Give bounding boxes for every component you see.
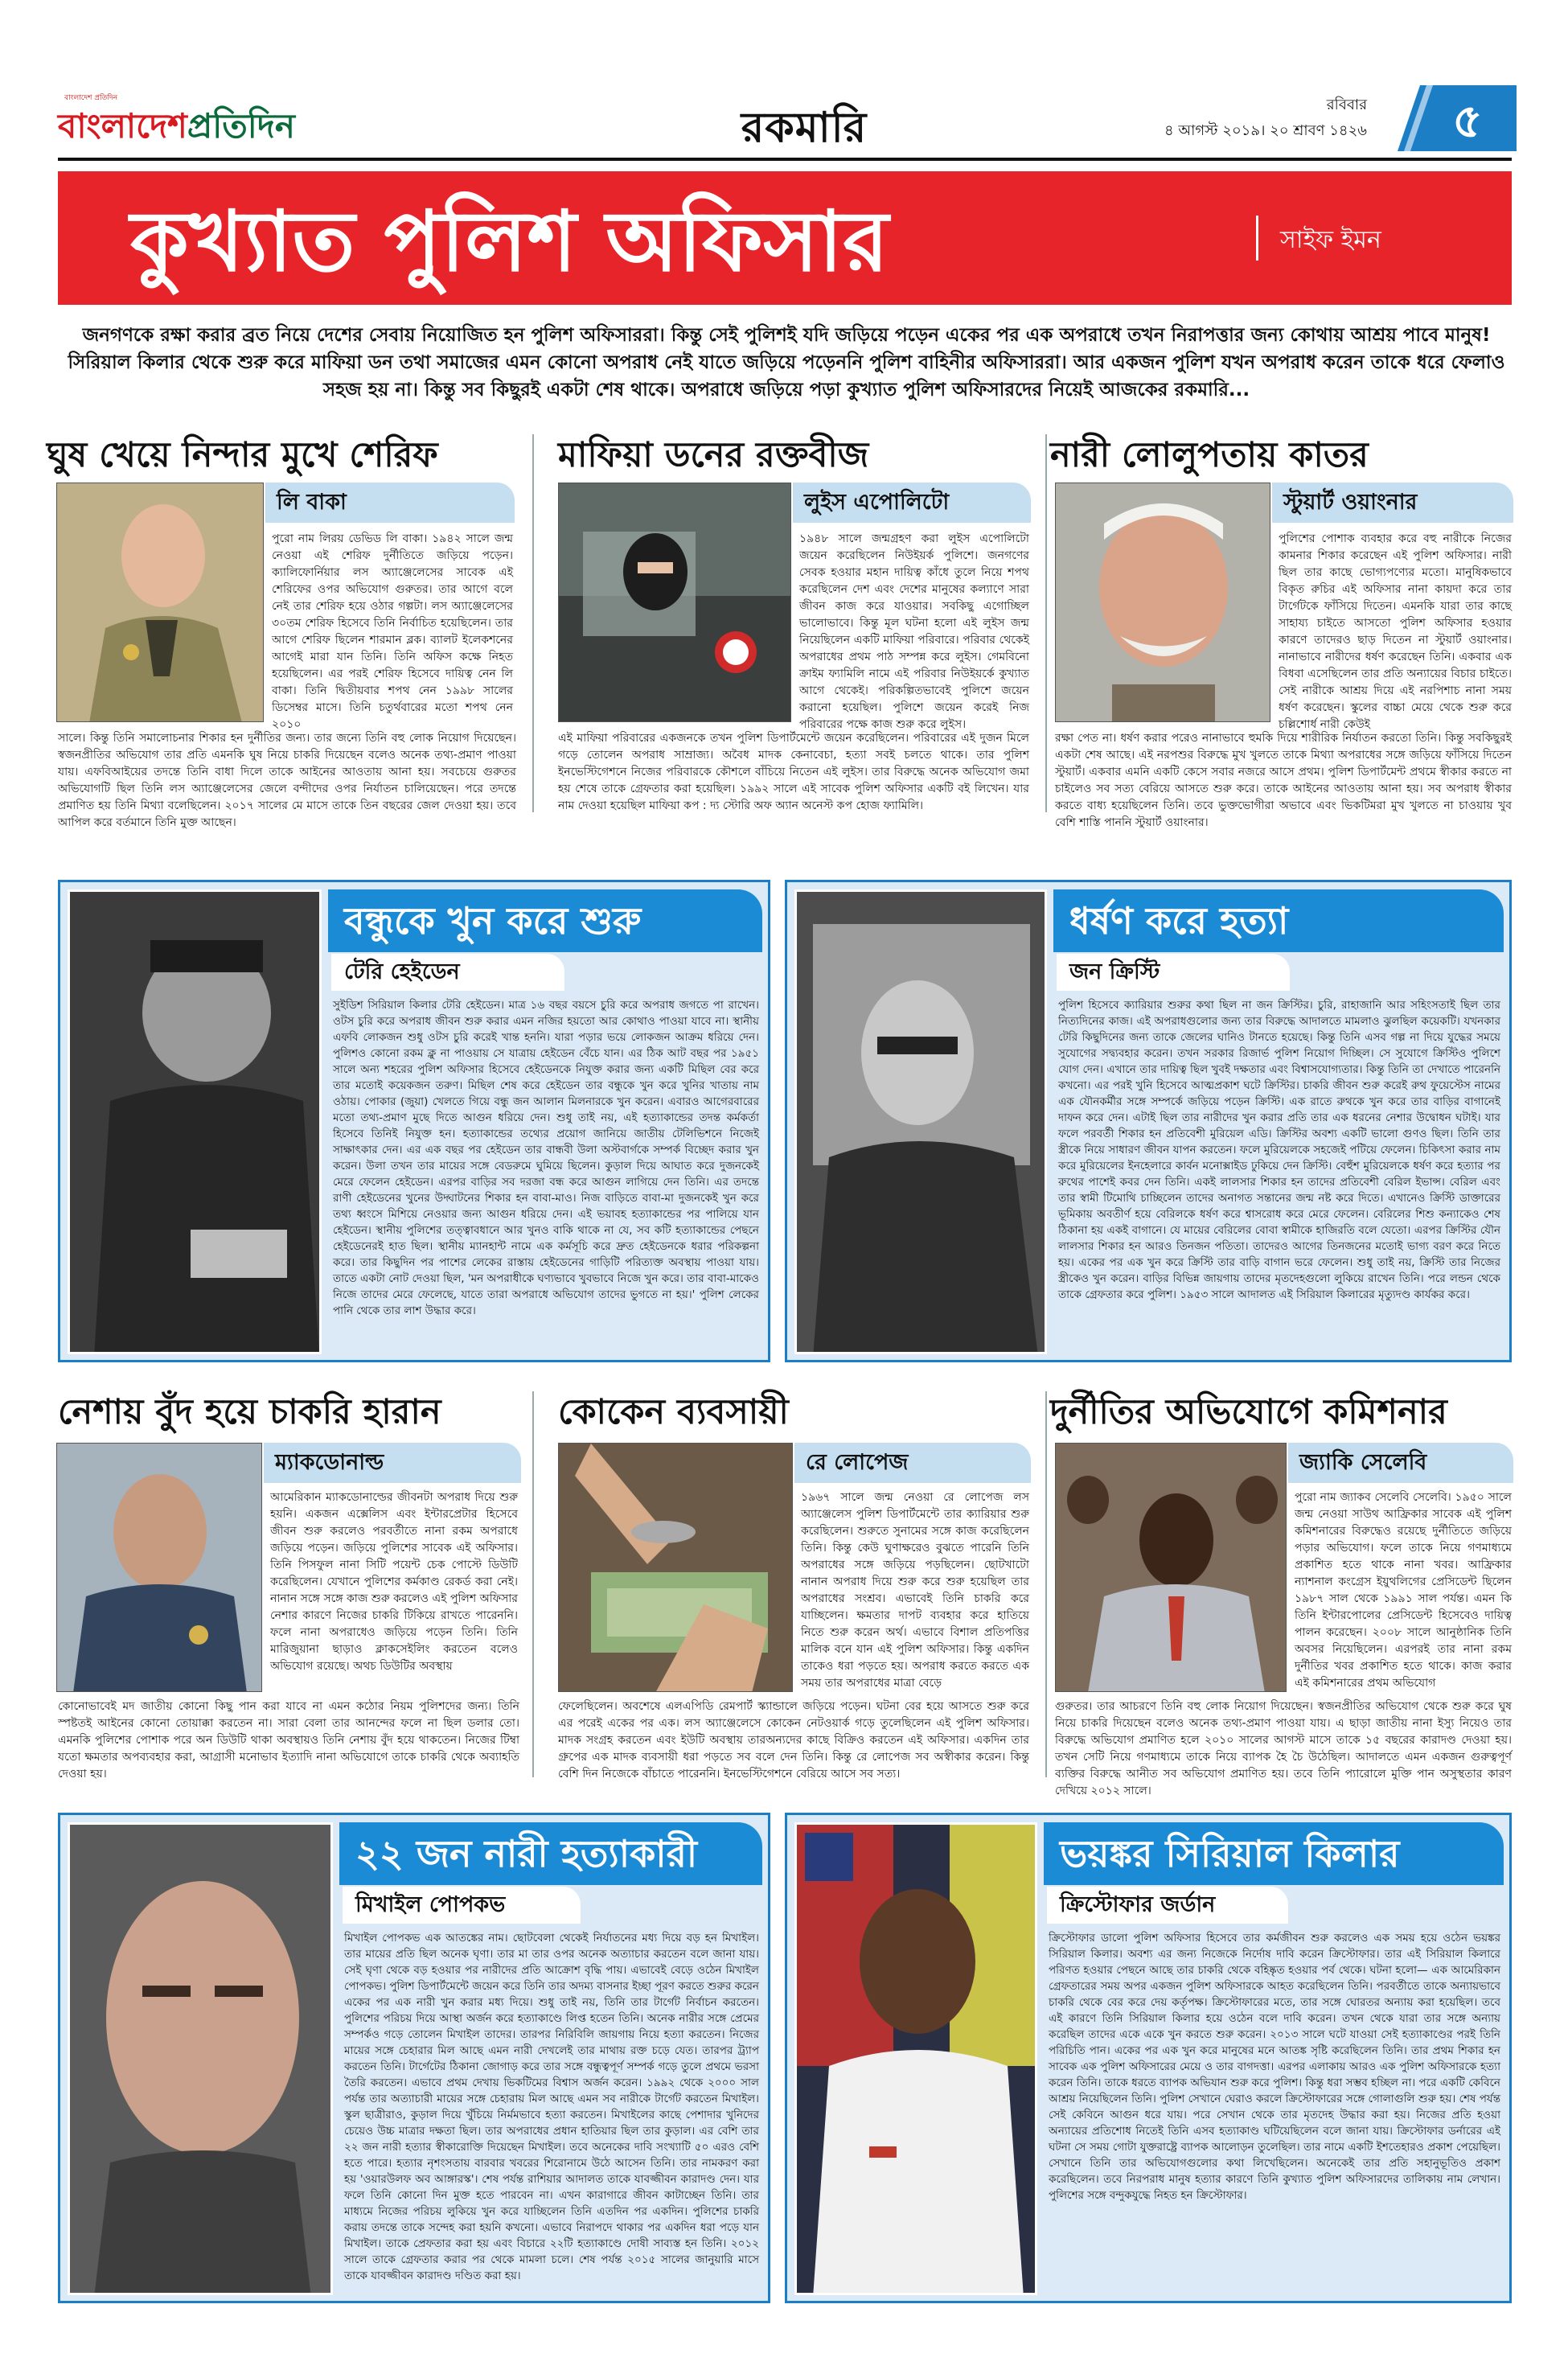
newspaper-logo[interactable] <box>58 100 295 157</box>
story-6-body-side: আমেরিকান ম্যাকডোনাল্ডের জীবনটা অপরাধ দিয়ে শুরু হয়নি। একজন এক্সেলিস এবং ইন্টারপ্রেটার হিসেবে জীবন শুরু করলেও পরবর্তীতে নানা রকম অপরাধে জড়িয়ে পড়েন। জড়িয়ে পুলিশের সাবেক এই অফিসার। তিনি পিসফুল নানা সিটি পয়েন্ট চেক পোস্টে ডিউটি করেছিলেন। যেখানে পুলিশের কর্মকাণ্ড রেকর্ড করা নেই। নানান সঙ্গে সঙ্গে কাজ শুরু করলেও এই পুলিশ অফিসার নেশার কারণে নিজের চাকরি টিকিয়ে রাখতে পারেননি। ফলে নানা অপরাধেও জড়িয়ে পড়েন তিনি। তিনি মারিজুয়ানা ছাড়াও ক্লাকসেইলিং করতেন বলেও অভিযোগ রয়েছে। অথচ ডিউটির অবস্থায় <box>270 1491 518 1673</box>
christopher-jordan-photo <box>794 1822 1037 2295</box>
logo-tagline: বাংলাদেশ প্রতিদিন <box>64 94 118 102</box>
column-rule <box>532 1391 534 1777</box>
story-7-name: রে লোপেজ <box>794 1443 1031 1483</box>
story-6-body: কোনোভাবেই মদ জাতীয় কোনো কিছু পান করা যাবে না এমন কঠোর নিয়ম পুলিশদের জন্য। তিনি স্পষ্টতই আইনের কোনো তোয়াক্কা করতেন না। সারা বেলা তার আনন্দের ফলে না ছিল ডলার তো। এমনকি পুলিশের পোশাক পরে অন ডিউটি থাকা অবস্থায়ও তিনি নেশায় বুঁদ হয়ে থাকতেন। নিজের টিম্বা যতো ক্ষমতার অপব্যবহার করা, আগ্রাসী মনোভাব ইত্যাদি নানা অভিযোগে তাকে চাকরি থেকে অব্যাহতি দেওয়া হয়। <box>58 1700 519 1780</box>
story-1-name: লি বাকা <box>265 483 515 523</box>
story-5-headline: ধর্ষণ করে হত্যা <box>1053 889 1504 952</box>
issue-date: ৪ আগস্ট ২০১৯। ২০ শ্রাবণ ১৪২৬ <box>1164 122 1367 139</box>
john-christie-photo <box>794 889 1047 1354</box>
story-4-headline: বন্ধুকে খুন করে শুরু <box>328 889 762 952</box>
story-3-body-side: পুলিশের পোশাক ব্যবহার করে বহু নারীকে নিজের কামনার শিকার করেছেন এই পুলিশ অফিসার। নারী ছিল তার কাছে ভোগ্যপণ্যের মতো। মানুষিকভাবে বিকৃত রুচির এই অফিসার নানা কায়দা করে তার টার্গেটকে ফাঁসিয়ে দিতেন। এমনকি যারা তার কাছে সাহায্য চাইতে আসতো পুলিশ অফিসার হওয়ার কারণে তাদেরও ছাড় দিতেন না স্টুয়ার্ট ওয়াংনার। নানাভাবে নারীদের ধর্ষণ করেছেন তিনি। একবার এক বিধবা এসেছিলেন তার প্রতি অন্যায়ের বিচার চাইতে। সেই নারীকে আশ্রয় দিয়ে এই নরপিশাচ নানা সময় ধর্ষণ করেছেন। স্কুলের বাচ্চা মেয়ে থেকে শুরু করে চল্লিশোর্ধ নারী কেউই <box>1279 532 1512 731</box>
story-3-body: রক্ষা পেত না। ধর্ষণ করার পরেও নানাভাবে হুমকি দিয়ে শারীরিক নির্যাতন করতো তিনি। কিন্তু সবকিছুরই একটা শেষ আছে। এই নরপশুর বিরুদ্ধে মুখ খুলতে তাকে মিথ্যা অপরাধের সঙ্গে জড়িয়ে ফাঁসিয়ে দিতেন স্টুয়ার্ট। একবার এমনি একটি কেসে সবার নজরে আসে প্রথম। পুলিশ ডিপার্টমেন্ট প্রথমে স্বীকার করতে না চাইলেও সব সত্য বেরিয়ে আসতে শুরু করে। তাকে আইনের আওতায় আনা হয়। সব অপরাধ স্বীকার করতে বাধ্য হয়েছিলেন তিনি। তবে ভুক্তভোগীরা অভাবে এবং ভিকটিমরা মুখ খুলতে না চাওয়ায় খুব বেশি শাস্তি পাননি স্টুয়ার্ট ওয়াংনার। <box>1055 732 1512 829</box>
logo-part-1: বাংলাদেশ <box>58 106 187 146</box>
story-7-headline: কোকেন ব্যবসায়ী <box>558 1392 789 1432</box>
section-title: রকমারি <box>741 104 868 152</box>
luis-epolito-photo <box>558 483 791 722</box>
column-rule <box>1045 1391 1047 1777</box>
column-rule <box>532 434 534 812</box>
logo-part-2: প্রতিদিন <box>187 106 295 146</box>
ray-lopez-photo <box>558 1443 793 1692</box>
story-4-body: সুইডিশ সিরিয়াল কিলার টেরি হেইডেন। মাত্র ১৬ বছর বয়সে চুরি করে অপরাধ জগতে পা রাখেন। ওটস চুরি করে অপরাধ জীবন শুরু করার এমন নজির হয়তো আর কোথাও পাওয়া যাবে না। স্থানীয় এফবি লোকজন শুধু ওটস চুরি করেই খান্ত হননি। যারা পড়ার ভয়ে লোকজন আক্রম ধরিয়ে দেন। পুলিশও কোনো রকম ক্লু না পাওয়ায় সে যাত্রায় হেইডেন বেঁচে যান। এর ঠিক আট বছর পর ১৯৫১ সালে অন্য শহরের পুলিশ অফিসার হিসেবে হেইডেনকে নিযুক্ত করার জন্য একটি মিছিল বের করে তার মতোই কয়েকজন তরুণ। মিছিল শেষ করে হেইডেন তার বন্ধুকে খুন করে খুনির খাতায় নাম ওঠায়। পোকার (জুয়া) খেলতে গিয়ে বন্ধু জন আলান মিলনারকে খুন করেন। এবারও আগেরবারের মতো তথ্য-প্রমাণ মুছে দিতে আগুন ধরিয়ে দেন। শুধু তাই নয়, এই হত্যাকান্ডের তদন্ত কর্মকর্তা হিসেবে তিনিই নিযুক্ত হন। হত্যাকান্ডের তথ্যের প্রয়োগ জানিয়ে জাতীয় টেলিভিশনে নিজেই সাক্ষাৎকার দেন। এর এক বছর পর হেইডেন তার বান্ধবী উলা অস্টবার্গকে সম্পর্ক বিচ্ছেদ করার খুন করেন। উলা তখন তার মায়ের সঙ্গে বেডরুমে ঘুমিয়ে ছিলেন। কুড়াল দিয়ে আঘাত করে দুজনকেই মেরে ফেলেন হেইডেন। এরপর বাড়ির সব দরজা বন্ধ করে আগুন লাগিয়ে দেন তিনি। এর তদন্তে রাণী হেইডেনের খুনের উদ্ঘাটনের শিকার হন বাবা-মাও। নিজ বাড়িতে বাবা-মা দুজনকেই খুন করে তথ্য ধ্বংসে মিশিয়ে নেওয়ার জন্য আগুন ধরিয়ে দেন। এই ভয়াবহ হত্যাকান্ডের পর পালিয়ে যান হেইডেন। স্থানীয় পুলিশের তত্ত্বাবধানে আর খুনও বাকি থাকে না যে, সব কটি হত্যাকান্ডের পেছনে হেইডেনেরই হাত ছিল। স্থানীয় ম্যানহান্ট নামে এক কর্মসূচি করে দ্রুত হেইডেনকে ধরার পরিকল্পনা করে। তার কিছুদিন পর পাশের লেকের রাস্তায় হেইডেনের গাড়িটি পরিত্যক্ত অবস্থায় পাওয়া যায়। তাতে একটা নোট দেওয়া ছিল, 'মন অপরাধীকে ঘণ্যভাবে খুবভাবে নিজে খুন করে। তার বাবা-মাকেও নিজে তাদের মেরে ফেলেছে, যাতে তারা অপরাধে অভিযোগ তাদের ভুগতে না হয়।' পুলিশ লেকের পানি থেকে তার লাশ উদ্ধার করে। <box>333 999 759 1317</box>
issue-day: রবিবার <box>1326 97 1367 113</box>
mcdonald-photo <box>56 1443 262 1692</box>
story-2-body: এই মাফিয়া পরিবারের একজনকে তখন পুলিশ ডিপার্টমেন্টে জয়েন করেছিলেন। পরিবারের এই দুজন মিলে গড়ে তোলেন অপরাধ সাম্রাজ্য। অবৈধ মাদক কেনাবেচা, হত্যা সবই চলতে থাকে। তার পুলিশ ইনভেস্টিগেশনে নিজের পরিবারকে কৌশলে বাঁচিয়ে নিতেন এই লুইস। তার বিরুদ্ধে অনেক অভিযোগ জমা হয় শেষে তাকে গ্রেফতার করা হয়েছিল। ১৯৯২ সালে এই সাবেক পুলিশ অফিসার একটি বই লিখেন। যার নাম দেওয়া হয়েছিল মাফিয়া কপ : দ্য স্টোরি অফ অ্যান অনেস্ট কপ হোজ ফ্যামিলি। <box>558 732 1029 812</box>
story-2-headline: মাফিয়া ডনের রক্তবীজ <box>558 435 869 475</box>
stuart-wagner-photo <box>1055 483 1270 722</box>
story-8-headline: দুর্নীতির অভিযোগে কমিশনার <box>1050 1392 1447 1432</box>
story-8-body: গুরুতর। তার আচরণে তিনি বহু লোক নিয়োগ দিয়েছেন। স্বজনপ্রীতির অভিযোগ থেকে শুরু করে ঘুষ নিয়ে চাকরি দিয়েছেন বলেও অনেক তথ্য-প্রমাণ পাওয়া যায়। এ ছাড়া জাতীয় নানা ইস্যু নিয়েও তার বিরুদ্ধে অভিযোগ প্রমাণিত হলে ২০১০ সালের আগস্ট মাসে তাকে ১৫ বছরের কারাদণ্ড দেওয়া হয়। তখন সেটি নিয়ে গণমাধ্যমে তাকে নিয়ে ব্যাপক হৈ চৈ উঠেছিল। আদালতে এমন একজন গুরুত্বপূর্ণ ব্যক্তির বিরুদ্ধে আনীত সব অভিযোগ প্রমাণিত হয়। তবে তিনি প্যারোলে মুক্তি পান অসুস্থতার কারণ দেখিয়ে ২০১২ সালে। <box>1055 1700 1512 1797</box>
intro-paragraph: জনগণকে রক্ষা করার ব্রত নিয়ে দেশের সেবায় নিয়োজিত হন পুলিশ অফিসাররা। কিন্তু সেই পুলিশই যদি জড়িয়ে পড়েন একের পর এক অপরাধে তখন নিরাপত্তার জন্য কোথায় আশ্রয় পাবে মানুষ! সিরিয়াল কিলার থেকে শুরু করে মাফিয়া ডন তথা সমাজের এমন কোনো অপরাধ নেই যাতে জড়িয়ে পড়েননি পুলিশ বাহিনীর অফিসাররা। আর একজন পুলিশ যখন অপরাধ করেন তাকে ধরে ফেলাও সহজ হয় না। কিন্তু সব কিছুরই একটা শেষ থাকে। অপরাধে জড়িয়ে পড়া কুখ্যাত পুলিশ অফিসারদের নিয়েই আজকের রকমারি... <box>68 325 1505 400</box>
lee-baca-photo <box>56 483 264 722</box>
banner-divider <box>1256 216 1258 261</box>
terry-hayden-photo <box>68 889 322 1354</box>
story-5-name: জন ক্রিস্টি <box>1057 954 1290 991</box>
story-3-name: স্টুয়ার্ট ওয়াংনার <box>1272 483 1513 523</box>
story-3-headline: নারী লোলুপতায় কাতর <box>1050 435 1369 475</box>
story-9-body: মিখাইল পোপকভ এক আতঙ্কের নাম। ছোটবেলা থেকেই নির্যাতনের মধ্য দিয়ে বড় হন মিখাইল। তার মায়ের প্রতি ছিল অনেক ঘৃণা। তার মা তার ওপর অনেক অত্যাচার করতেন বলে জানা যায়। সেই ঘৃণা থেকে বড় হওয়ার পর নারীদের প্রতি আক্রোশ বৃদ্ধি পায়। এভাবেই বেড়ে ওঠেন মিখাইল পোপকভ। পুলিশ ডিপার্টমেন্টে জয়েন করে তিনি তার অদম্য বাসনার ইচ্ছা পূরণ করতে শুরুর করেন একের পর এক নারী খুন করার মধ্য দিয়ে। শুধু তাই নয়, তিনি তার টার্গেট নির্বাচন করতেন। পুলিশের পরিচয় দিয়ে আস্থা অর্জন করে হত্যাকাণ্ডে লিপ্ত হতেন তিনি। অনেক নারীর সঙ্গে প্রেমের সম্পর্কও গড়ে তোলেন মিখাইল তাদের। তারপর নিরিবিলি জায়গায় নিয়ে হত্যা করতেন। নিজের মায়ের সঙ্গে চেহারার মিল আছে এমন নারী দেখলেই তার মাথায় রক্ত চড়ে যেত। তারপর ট্র্যাপ করতেন তিনি। টার্গেটের ঠিকানা জোগাড় করে তার সঙ্গে বন্ধুত্বপূর্ণ সম্পর্ক গড়ে তুলে প্রথমে ভরসা তৈরি করতেন। এভাবে প্রথম দেখায় ভিকটিমের বিশ্বাস অর্জন করেন। ১৯৯২ থেকে ২০০০ সাল পর্যন্ত তার অত্যাচারী মায়ের সঙ্গে চেহারায় মিল আছে এমন সব নারীকে টার্গেট করতেন মিখাইল। স্কুল ছাত্রীরাও, কুড়াল দিয়ে খুঁচিয়ে নির্মমভাবে হত্যা করতেন। মিখাইলের কাছে পেশাদার খুনিদের চেয়েও উচ্চ মাত্রার দক্ষতা ছিল। তার অপরাধের প্রধান হাতিয়ার ছিল তার কুড়াল। এর বেশি তার ২২ জন নারী হত্যার স্বীকারোক্তি দিয়েছেন মিখাইল। তবে অনেকের দাবি সংখ্যাটি ৫০ এরও বেশি হতে পারে। হত্যার নৃশংসতায় বারবার খবরের শিরোনামে উঠে আসেন তিনি। তার নামকরণ করা হয় 'ওয়ারউলফ অব আঙ্গারস্ক'। শেষ পর্যন্ত রাশিয়ার আদালত তাকে যাবজ্জীবন কারাদণ্ড দেন। যার ফলে তিনি কোনো দিন মুক্ত হতে পারবেন না। এখন কারাগারে জীবন কাটাচ্ছেন তিনি। তার মাধ্যমে নিজের পরিচয় লুকিয়ে খুন করে যাচ্ছিলেন তিনি এতদিন পর একদিন। পুলিশের চাকরি করায় তদন্তে তাকে সন্দেহ করা হয়নি কখনো। এভাবে নিরাপদে থাকার পর একদিন ধরা পড়ে যান মিখাইল। তাকে প্রেফতার করা হয় এবং বিচারে ২২টি হত্যাকাণ্ডে দোষী সাব্যস্ত হন তিনি। ২০১২ সালে তাকে গ্রেফতার করার পর থেকে মামলা চলে। শেষ পর্যন্ত ২০১৫ সালের জানুয়ারি মাসে তাকে যাবজ্জীবন কারাদণ্ড দণ্ডিত করা হয়। <box>344 1932 759 2282</box>
story-6-name: ম্যাকডোনাল্ড <box>264 1443 521 1483</box>
mikhail-popkov-photo <box>68 1822 333 2295</box>
story-2-body-side: ১৯৪৮ সালে জন্মগ্রহণ করা লুইস এপোলিটো জয়েন করেছিলেন নিউইয়র্ক পুলিশে। জনগণের সেবক হওয়ার মহান দায়িত্ব কাঁধে তুলে নিয়ে শপথ করেছিলেন দেশ এবং দেশের মানুষের কল্যাণে সারা জীবন কাজ করে যাওয়ার। সবকিছু এগোচ্ছিল ভালোভাবে। কিন্তু মূল ঘটনা হলো এই লুইস জন্ম নিয়েছিলেন একটি মাফিয়া পরিবারে। পরিবার থেকেই অপরাধের প্রথম পাঠ সম্পন্ন করে লুইস। গেমবিনো ক্রাইম ফ্যামিলি নামে এই পরিবার নিউইয়র্কে কুখ্যাত আগে থেকেই। পরিকল্পিতভাবেই পুলিশে জয়েন করানো হয়েছিল। পুলিশে জয়েন করেই নিজ পরিবারের পক্ষে কাজ শুরু করে লুইস। <box>799 532 1029 731</box>
story-1-body: সালে। কিন্তু তিনি সমালোচনার শিকার হন দুর্নীতির জন্য। তার জন্যে তিনি বহু লোক নিয়োগ দিয়েছেন। স্বজনপ্রীতির অভিযোগ তার প্রতি এমনকি ঘুষ নিয়ে চাকরি দিয়েছেন বলেও অনেক তথ্য-প্রমাণ পাওয়া যায়। এফবিআইয়ের তদন্তে তিনি বাধা দিলে তাকে আইনের আওতায় আনা হয়। সবচেয়ে গুরুতর অভিযোগটি ছিল তিনি লস অ্যাঞ্জেলেসের জেলে বন্দীদের ওপর নির্যাতন চালিয়েছেন। পরে তদন্তে প্রমাণিত হয় তিনি মিথ্যা বলেছিলেন। ২০১৭ সালের মে মাসে তাকে তিন বছরের জেল দেওয়া হয়। তবে আপিল করে বর্তমানে তিনি মুক্ত আছেন। <box>58 732 516 829</box>
jackie-selebi-photo <box>1055 1443 1287 1692</box>
story-1-headline: ঘুষ খেয়ে নিন্দার মুখে শেরিফ <box>47 435 438 475</box>
story-6-headline: নেশায় বুঁদ হয়ে চাকরি হারান <box>58 1392 441 1432</box>
byline: সাইফ ইমন <box>1280 226 1381 254</box>
story-9-name: মিখাইল পোপকভ <box>343 1887 581 1924</box>
story-1-body-side: পুরো নাম লিরয় ডেভিড লি বাকা। ১৯৪২ সালে জন্ম নেওয়া এই শেরিফ দুর্নীতিতে জড়িয়ে পড়েন। ক্যালিফোর্নিয়ার লস অ্যাঞ্জেলেসের সাবেক এই শেরিফের ওপর অভিযোগ গুরুতর। তার আগে বলে নেই তার শেরিফ হয়ে ওঠার গল্পটা। লস অ্যাঞ্জেলেসের ৩০তম শেরিফ হিসেবে তিনি নির্বাচিত হয়েছিলেন। তার আগে শেরিফ ছিলেন শারমান ব্লক। ব্যালট ইলেকশনের আগেই মারা যান তিনি। তিনি অফিস কক্ষে নিহত হয়েছিলেন। এর পরই শেরিফ হিসেবে দায়িত্ব নেন লি বাকা। তিনি দ্বিতীয়বার শপথ নেন ১৯৯৮ সালের ডিসেম্বর মাসে। তিনি চতুর্থবারের মতো শপথ নেন ২০১০ <box>272 532 513 731</box>
story-8-body-side: পুরো নাম জ্যাকব সেলেবি সেলেবি। ১৯৫০ সালে জন্ম নেওয়া সাউথ আফ্রিকার সাবেক এই পুলিশ কমিশনারের বিরুদ্ধেও রয়েছে দুর্নীতিতে জড়িয়ে পড়ার অভিযোগ। ফলে তাকে নিয়ে গণমাধ্যমে প্রকাশিত হতে থাকে নানা খবর। আফ্রিকার ন্যাশনাল কংগ্রেস ইয়ুথলিগের প্রেসিডেন্ট ছিলেন ১৯৮৭ সাল থেকে ১৯৯১ সাল পর্যন্ত। এমন কি তিনি ইন্টারপোলের প্রেসিডেন্ট হিসেবেও দায়িত্ব পালন করেছেন। ২০০৮ সালে আনুষ্ঠানিক তিনি অবসর নিয়েছিলেন। এরপরই তার নানা রকম দুর্নীতির খবর প্রকাশিত হতে থাকে। কাজ করার এই কমিশনারের প্রথম অভিযোগ <box>1295 1491 1512 1690</box>
column-rule <box>1045 434 1047 812</box>
story-4-name: টেরি হেইডেন <box>331 954 564 991</box>
story-7-body: ফেলেছিলেন। অবশেষে এলএপিডি রেমপার্ট স্ক্যান্ডালে জড়িয়ে পড়েন। ঘটনা বের হয়ে আসতে শুরু করে এর পরেই একের পর এক। লস অ্যাঞ্জেলেসে কোকেন নেটওয়ার্ক গড়ে তুলেছিলেন এই পুলিশ অফিসার। মাদক সংগ্রহ করতেন এবং ইউটি অবস্থায় তারঅন্যদের কাছে বিক্রিও করতেন এই অফিসার। একদিন তার গ্রুপের এক মাদক ব্যবসায়ী ধরা পড়তে সব বলে দেন তিনি। কিন্তু রে লোপেজ সব অস্বীকার করেন। কিন্তু বেশি দিন নিজেকে বাঁচাতে পারেননি। ইনভেস্টিগেশনে বেরিয়ে আসে সব সত্য। <box>558 1700 1029 1780</box>
masthead-rule <box>58 158 1512 161</box>
story-10-body: ক্রিস্টোফার ডালো পুলিশ অফিসার হিসেবে তার কর্মজীবন শুরু করলেও এক সময় হয়ে ওঠেন ভয়ঙ্কর সিরিয়াল কিলার। অবশ্য এর জন্য নিজেকে নির্দোষ দাবি করেন ক্রিস্টোফার। তার এই সিরিয়াল কিলারে পরিণত হওয়ার পেছনে আছে তার চাকরি থেকে বহিষ্কৃত হওয়ার পর্ব থেকে। ঘটনা হলো— এক আমেরিকান গ্রেফতারের সময় অপর একজন পুলিশ অফিসারকে আহত করেছিলেন তিনি। পরবর্তীতে তাকে অন্যায়ভাবে চাকরি থেকে বের করে দেয় কর্তৃপক্ষ। ক্রিস্টোফারের মতে, তার সঙ্গে ঘোরতর অন্যায় করা হয়েছিল। তবে এই কারণে তিনি সিরিয়াল কিলার হয়ে ওঠেন বলে দাবি করেন। তখন থেকে যারা তার সঙ্গে অন্যায় করেছিল তাদের একে একে খুন করতে শুরু করেন। ২০১৩ সালে ঘটে যাওয়া সেই হত্যাকাণ্ডের পরই তিনি পরিচিতি পান। একের পর এক খুন করে মানুষের মনে আতঙ্ক সৃষ্টি করেছিলেন তিনি। তার প্রথম শিকার হন সাবেক এক পুলিশ অফিসারের মেয়ে ও তার বাগদত্তা। এরপর এলাকায় আরও এক পুলিশ অফিসারকে হত্যা করেন তিনি। তাকে ধরতে ব্যাপক অভিযান শুরু করে পুলিশ। কিন্তু ধরা সম্ভব হচ্ছিল না। পরে একটি কেবিনে আশ্রয় নিয়েছিলেন তিনি। পুলিশ সেখানে ঘেরাও করলে ক্রিস্টোফারের সঙ্গে গোলাগুলি শুরু হয়। শেষ পর্যন্ত সেই কেবিনে আগুন ধরে যায়। পরে সেখান থেকে তার মৃতদেহ উদ্ধার করা হয়। নিজের প্রতি হওয়া অন্যায়ের প্রতিশোধ নিতেই তিনি এসব হত্যাকাণ্ড ঘটিয়েছিলেন বলে জানা যায়। ক্রিস্টোফার ডর্নারের এই ঘটনা সে সময় গোটা যুক্তরাষ্ট্রে ব্যাপক আলোড়ন তুলেছিল। তার নামে একটি ইশতেহারও প্রকাশ পেয়েছিল। সেখানে তিনি তার অভিযোগগুলোর কথা লিখেছিলেন। অনেকেই তার প্রতি সহানুভূতিও প্রকাশ করেছিলেন। তবে নিরপরাধ মানুষ হত্যার কারণে তিনি কুখ্যাত পুলিশ অফিসারদের তালিকায় নাম লেখান। পুলিশের সঙ্গে বন্দুকযুদ্ধে নিহত হন ক্রিস্টোফার। <box>1049 1932 1500 2202</box>
story-8-name: জ্যাকি সেলেবি <box>1288 1443 1513 1483</box>
story-2-name: লুইস এপোলিটো <box>793 483 1031 523</box>
story-10-headline: ভয়ঙ্কর সিরিয়াল কিলার <box>1044 1822 1504 1885</box>
page-number: ৫ <box>1452 93 1483 148</box>
story-9-headline: ২২ জন নারী হত্যাকারী <box>339 1822 762 1885</box>
story-5-body: পুলিশ হিসেবে ক্যারিয়ার শুরুর কথা ছিল না জন ক্রিস্টির। চুরি, রাহাজানি আর সহিংসতাই ছিল তার নিত্যদিনের কাজ। এই অপরাধগুলোর জন্য তার বিরুদ্ধে আদালতে মামলাও ঝুলছিল কয়েকটি। যখনকার টেরি কিছুদিনের জন্য তাকে জেলের ঘানিও টানতে হয়েছে। কিন্তু তিনি এসব গল্প না দিয়ে যুদ্ধের সময়ে সুযোগের সদ্ব্যবহার করেন। তখন সরকার রিজার্ভ পুলিশ নিয়োগ দিচ্ছিল। সে সুযোগে ক্রিস্টিও পুলিশে যোগ দেন। এখানে তার দায়িত্ব ছিল খুবই দক্ষতার এবং বিশ্বাসযোগ্যতার। কিন্তু তিনি তা দেখাতে পারেননি কখনো। এর পরই খুনি হিসেবে আত্মপ্রকাশ ঘটে ক্রিস্টির। চাকরি জীবন শুরু করেই রুথ ফুয়েস্টেস নামের এক যৌনকর্মীর সঙ্গে সম্পর্কে জড়িয়ে পড়েন ক্রিস্টি। এক রাতে রুথকে খুন করে তার বাড়ির বাগানেই দাফন করে দেন। এটাই ছিল তার নারীদের খুন করার প্রতি তার এক ধরনের নেশার উদ্বোধন ঘটাই। যার ফলে পরবর্তী শিকার হন প্রতিবেশী মুরিয়েল এডি। ক্রিস্টির অবশ্য একটি ভালো গুণও ছিল। তিনি তার স্ত্রীকে নিয়ে সাধারণ জীবন যাপন করতেন। ফলে মুরিয়েলকে সহজেই পটিয়ে ফেলেন। চিকিৎসা করার নাম করে মুরিয়েলের ইনহেলারে কার্বন মনোক্সাইড ঢুকিয়ে দেন ক্রিস্টি। বেহুঁশ মুরিয়েলকে ধর্ষণ করে হত্যার পর রুথের পাশেই কবর দেন তিনি। একই লালসার শিকার হন তাদের প্রতিবেশী বেরিল ইভান্স। বেরিল এবং তার স্বামী টিমোথি চাচ্ছিলেন তাদের অনাগত সন্তানের জন্ম নষ্ট করে দিতে। এখানেও ক্রিস্টি ডাক্তারের ভূমিকায় অবতীর্ণ হয়ে বেরিলকে ধর্ষণ করে শ্বাসরোধ করে মেরে ফেলেন। বেরিলের শিশু কন্যাকেও শেষ ঠিকানা হয় একই বাগানে। যে মায়ের বেরিলের বোবা স্বামীকে হাজিরতি বলে যেতো। এরপর ক্রিস্টির যৌন লালসার শিকার হন আরও তিনজন পতিতা। তাদেরও আগের তিনজনের মতোই ভাগ্য বরণ করে নিতে হয়। একের পর এক খুন করে ক্রিস্টি তার বাড়ি বাগান ভরে ফেলেন। শুধু তাই নয়, ক্রিস্টি তার নিজের স্ত্রীকেও খুন করেন। বাড়ির বিভিন্ন জায়গায় তাদের মৃতদেহগুলো লুকিয়ে রাখেন তিনি। পরে লন্ডন থেকে তাকে গ্রেফতার করে পুলিশ। ১৯৫৩ সালে আদালত এই সিরিয়াল কিলারের মৃত্যুদণ্ড কার্যকর করে। <box>1058 999 1500 1301</box>
story-7-body-side: ১৯৬৭ সালে জন্ম নেওয়া রে লোপেজ লস অ্যাঞ্জেলেস পুলিশ ডিপার্টমেন্টে তার ক্যারিয়ার শুরু করেছিলেন। শুরুতে সুনামের সঙ্গে কাজ করেছিলেন তিনি। কিন্তু কেউ ঘুণাক্ষরেও বুঝতে পারেনি তিনি অপরাধের সঙ্গে জড়িয়ে পড়ছিলেন। ছোটখাটো নানান অপরাধ দিয়ে শুরু করে শুরু হয়েছিল তার অপরাধের সংশ্রব। এভাবেই তিনি চাকরি করে যাচ্ছিলেন। ক্ষমতার দাপট ব্যবহার করে হাতিয়ে নিতে শুরু করেন অর্থ। এভাবে বিশাল প্রতিপত্তির মালিক বনে যান এই পুলিশ অফিসার। কিন্তু একদিন তাকেও ধরা পড়তে হয়। অপরাধ করতে করতে এক সময় তার অপরাধের মাত্রা বেড়ে <box>801 1491 1029 1690</box>
story-10-name: ক্রিস্টোফার জর্ডান <box>1047 1887 1288 1924</box>
main-headline: কুখ্যাত পুলিশ অফিসার <box>130 192 889 290</box>
